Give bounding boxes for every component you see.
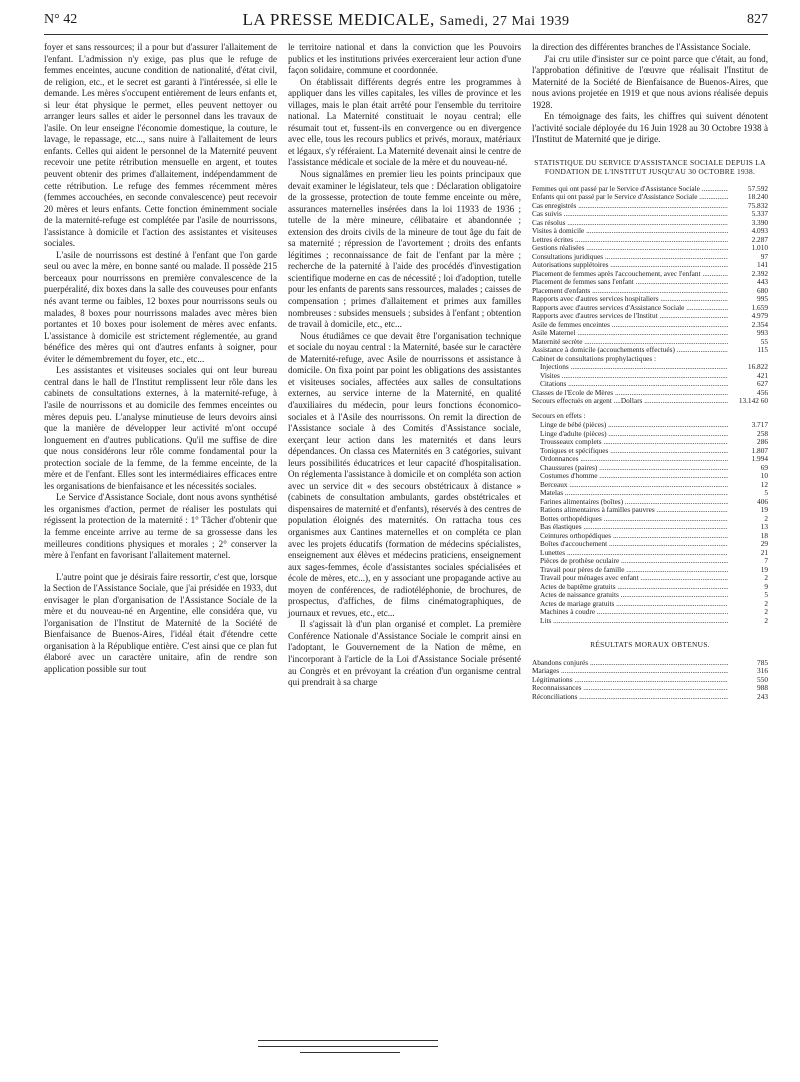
table-row <box>532 566 768 575</box>
table-row <box>532 389 768 398</box>
table-row <box>532 363 768 372</box>
row-label: Secours effectués en argent ....Dollars ..... <box>532 397 728 406</box>
row-value: 4.979 <box>751 311 768 321</box>
table-row <box>532 676 768 685</box>
row-value: 988 <box>757 683 768 693</box>
row-label: Lits ..... <box>540 617 728 626</box>
table-row <box>532 481 768 490</box>
table-row <box>532 380 768 389</box>
table-row <box>532 346 768 355</box>
row-value: 421 <box>757 370 768 380</box>
row-value: 680 <box>757 285 768 295</box>
row-label: Rations alimentaires à familles pauvres ..... <box>540 506 728 515</box>
row-label: Actes de mariage gratuits ..... <box>540 600 728 609</box>
row-value: 286 <box>757 437 768 447</box>
row-label: Femmes qui ont passé par le Service d'Assistance Sociale ..... <box>532 185 728 194</box>
row-value: 456 <box>757 387 768 397</box>
row-value: 2 <box>764 607 768 617</box>
column-2 <box>288 42 521 689</box>
row-value: 13 <box>760 522 768 532</box>
issue-number: N° 42 <box>44 12 78 27</box>
table-row <box>532 219 768 228</box>
table-row <box>532 295 768 304</box>
row-label: Asile de femmes enceintes ..... <box>532 321 728 330</box>
row-label: Bas élastiques ..... <box>540 523 728 532</box>
paragraph: L'asile de nourrissons est destiné à l'enfant que l'on garde seul ou avec la mère, en bonne santé ou malade. Il possède 215 berceaux pour nourrissons en première convalescence de la puerpéralité, dix boxes dans la salle des couveuses pour enfants nés avant terme ou faibles, 12 boxes pour nourrissons seuls ou malades, 8 boxes pour nourrissons malades avec mères bien portantes et 10 boxes pour isolement de mères avec enfants. L'assistance à domicile est strictement réglementée, au grand bénéfice des mères qui ont d'autres enfants à soigner, pour éviter le démembrement du foyer, etc., etc... <box>44 249 277 364</box>
paragraph: J'ai cru utile d'insister sur ce point parce que c'était, au fond, l'approbation définitive de l'œuvre que réalisait l'Institut de Maternité de la Société de Bienfaisance de Buenos-Aires, que nous avions projetée en 1919 et que nous avions réalisée depuis 1928. <box>532 53 768 110</box>
column-1 <box>44 42 277 676</box>
row-value: 443 <box>757 277 768 287</box>
row-label: Autorisations supplétoires ..... <box>532 261 728 270</box>
table-row <box>532 421 768 430</box>
row-label: Reconnaissances ..... <box>532 684 728 693</box>
paragraph: la direction des différentes branches de l'Assistance Sociale. <box>532 42 751 52</box>
row-label: Réconciliations ..... <box>532 693 728 702</box>
row-value: 995 <box>757 294 768 304</box>
row-value: 69 <box>760 462 768 472</box>
row-label: Injections ..... <box>540 363 728 372</box>
table-row <box>532 304 768 313</box>
table-row <box>532 549 768 558</box>
row-value: 18 <box>760 530 768 540</box>
row-value: 2 <box>764 598 768 608</box>
row-label: Bottes orthopédiques ..... <box>540 515 728 524</box>
row-label: Toniques et spécifiques ..... <box>540 447 728 456</box>
table-row <box>532 430 768 439</box>
table-row <box>532 438 768 447</box>
table-row <box>532 278 768 287</box>
row-label: Machines à coudre ..... <box>540 608 728 617</box>
running-header <box>44 8 768 34</box>
row-value: 57.592 <box>747 183 768 193</box>
table-row <box>532 608 768 617</box>
row-label: Gestions réalisées ..... <box>532 244 728 253</box>
table-row <box>532 523 768 532</box>
row-value: 1.659 <box>751 302 768 312</box>
journal-title <box>44 10 768 30</box>
row-label: Lunettes ..... <box>540 549 728 558</box>
row-value: 5.337 <box>751 209 768 219</box>
row-value: 1.010 <box>751 243 768 253</box>
table-row <box>532 185 768 194</box>
row-value: 19 <box>760 564 768 574</box>
row-label: Travail pour pères de famille ..... <box>540 566 728 575</box>
row-value: 5 <box>764 488 768 498</box>
table-row <box>532 464 768 473</box>
paragraph: L'autre point que je désirais faire ressortir, c'est que, lorsque la Section de l'Assistance Sociale, que j'ai présidée en 1933, dut envisager le plan d'organisation de l'Assistance Sociale de la mère et du nouveau-né en Argentine, elle considéra que, vu l'organisation de l'Institut de Maternité de la Société de Bienfaisance de Buenos-Aires, l'idéal était d'étendre cette organisation à la République entière. C'est ainsi que ce plan fut élaboré avec un caractère unitaire, afin de rendre son application possible sur tout <box>44 571 277 674</box>
row-label: Placement de femmes sans l'enfant ..... <box>532 278 728 287</box>
row-label: Rapports avec d'autres services de l'Institut ..... <box>532 312 728 321</box>
table-row <box>532 659 768 668</box>
row-value: 3.390 <box>751 217 768 227</box>
table-row <box>532 617 768 626</box>
table-row <box>532 447 768 456</box>
table-row <box>532 591 768 600</box>
row-label: Mariages ..... <box>532 667 728 676</box>
header-rule <box>44 34 768 35</box>
row-value: 75.832 <box>747 200 768 210</box>
table-row <box>532 287 768 296</box>
row-label: Placement d'enfants ..... <box>532 287 728 296</box>
table-row <box>532 355 768 364</box>
row-value: 2.287 <box>751 234 768 244</box>
row-value: 97 <box>760 251 768 261</box>
row-value: 19 <box>760 505 768 515</box>
row-value: 21 <box>760 547 768 557</box>
row-label: Lettres écrites ..... <box>532 236 728 245</box>
table-row <box>532 202 768 211</box>
row-value: 7 <box>764 556 768 566</box>
table-row <box>532 329 768 338</box>
row-label: Visites à domicile ..... <box>532 227 728 236</box>
row-label: Asile Maternel ..... <box>532 329 728 338</box>
row-label: Cabinet de consultations prophylactiques : <box>532 354 657 363</box>
row-value: 10 <box>760 471 768 481</box>
row-label: Travail pour ménages avec enfant ..... <box>540 574 728 583</box>
row-value: 406 <box>757 496 768 506</box>
table-row <box>532 261 768 270</box>
row-label: Cas résolus ..... <box>532 219 728 228</box>
row-value: 4.093 <box>751 226 768 236</box>
table-row <box>532 455 768 464</box>
row-label: Farines alimentaires (boîtes) ..... <box>540 498 728 507</box>
footer-rule <box>258 1040 438 1041</box>
morals-title: RÉSULTATS MORAUX OBTENUS. <box>590 640 710 650</box>
row-label: Actes de baptême gratuits ..... <box>540 583 728 592</box>
paragraph: Le Service d'Assistance Sociale, dont nous avons synthétisé les organismes d'action, permet de réaliser les postulats qui régissent la protection de la maternité : 1° Tâcher d'obtenir que la femme enceinte arrive au terme de sa grossesse dans les meilleures conditions physiques et morales ; 2° conserver la mère à l'enfant en favorisant l'allaitement maternel. <box>44 492 277 561</box>
secours-heading: Secours en effets : <box>532 410 586 420</box>
table-row <box>532 236 768 245</box>
row-label: Ceintures orthopédiques ..... <box>540 532 728 541</box>
row-value: 2 <box>764 513 768 523</box>
row-value: 29 <box>760 539 768 549</box>
row-label: Placement de femmes après l'accouchement, avec l'enfant ..... <box>532 270 728 279</box>
row-value: 13.142 60 <box>738 396 768 406</box>
row-label: Visites ..... <box>540 372 728 381</box>
table-row <box>532 372 768 381</box>
row-label: Boîtes d'accouchement ..... <box>540 540 728 549</box>
row-value: 2 <box>764 615 768 625</box>
row-label: Enfants qui ont passé par le Service d'Assistance Sociale ..... <box>532 193 728 202</box>
table-row <box>532 489 768 498</box>
table-row <box>532 244 768 253</box>
table-row <box>532 338 768 347</box>
row-value: 2 <box>764 573 768 583</box>
secours-table <box>532 421 768 625</box>
row-label: Classes de l'Ecole de Mères ..... <box>532 389 728 398</box>
table-row <box>532 557 768 566</box>
table-row <box>532 193 768 202</box>
table-row <box>532 321 768 330</box>
table-row <box>532 227 768 236</box>
table-row <box>532 693 768 702</box>
paragraph: le territoire national et dans la conviction que les Pouvoirs publics et les institutions privées exerceraient leur action d'une façon solidaire, commune et coordonnée. <box>288 42 521 76</box>
paragraph: Il s'agissait là d'un plan organisé et complet. La première Conférence Nationale d'Assistance Sociale le comprit ainsi en l'adoptant, le Gouvernement de la Nation de même, en l'incorporant à l'article de la Loi d'Assistance Sociale présenté au Congrès et en prévoyant la création d'un organisme central qui prendrait à sa charge <box>288 619 521 688</box>
row-label: Matelas ..... <box>540 489 728 498</box>
row-value: 9 <box>764 581 768 591</box>
row-label: Assistance à domicile (accouchements effectués) ..... <box>532 346 728 355</box>
statistics-title: STATISTIQUE DU SERVICE D'ASSISTANCE SOCIALE DEPUIS LA FONDATION DE L'INSTITUT JUSQU'AU 30 OCTOBRE 1938. <box>534 157 766 177</box>
row-value: 1.994 <box>751 454 768 464</box>
table-row <box>532 312 768 321</box>
row-value: 258 <box>757 428 768 438</box>
table-row <box>532 515 768 524</box>
page-number: 827 <box>747 12 768 27</box>
table-row <box>532 253 768 262</box>
row-label: Rapports avec d'autres services d'Assistance Sociale ..... <box>532 304 728 313</box>
row-value: 115 <box>757 345 768 355</box>
table-row <box>532 532 768 541</box>
table-row <box>532 210 768 219</box>
table-row <box>532 270 768 279</box>
row-label: Rapports avec d'autres services hospitaliers ..... <box>532 295 728 304</box>
row-label: Légitimations ..... <box>532 676 728 685</box>
row-value: 141 <box>757 260 768 270</box>
row-value: 18.240 <box>747 192 768 202</box>
journal-name: LA PRESSE MEDICALE, <box>242 10 435 29</box>
row-value: 55 <box>760 336 768 346</box>
row-label: Abandons conjurés ..... <box>532 659 728 668</box>
row-value: 16.822 <box>747 362 768 372</box>
paragraph: On établissait différents degrés entre les programmes à appliquer dans les villes capitales, les villes de province et les villages, mais le plan était arrêté pour l'ensemble du territoire national. La Maternité constituait le noyau central; elle résumait tout et, fussent-ils en convergence ou en divergence avec elle, tous les recours publics et privés, moraux, matériaux et légaux, s'y référaient. La Maternité devenait ainsi le centre de l'assistance médicale et sociale de la mère et du nouveau-né. <box>288 76 521 168</box>
table-row <box>532 600 768 609</box>
row-value: 243 <box>757 691 768 701</box>
table-row <box>532 667 768 676</box>
issue-date: Samedi, 27 Mai 1939 <box>439 14 570 29</box>
row-value: 993 <box>757 328 768 338</box>
table-row <box>532 540 768 549</box>
table-row <box>532 574 768 583</box>
morals-table <box>532 659 768 702</box>
row-label: Chaussures (paires) ..... <box>540 464 728 473</box>
row-value: 5 <box>764 590 768 600</box>
row-label: Actes de naissance gratuits ..... <box>540 591 728 600</box>
row-label: Consultations juridiques ..... <box>532 253 728 262</box>
row-label: Maternité secrète ..... <box>532 338 728 347</box>
table-row <box>532 397 768 406</box>
row-value: 1.807 <box>751 445 768 455</box>
row-value: 627 <box>757 379 768 389</box>
row-label: Costumes d'homme ..... <box>540 472 728 481</box>
row-value: 2.354 <box>751 319 768 329</box>
row-label: Citations ..... <box>540 380 728 389</box>
paragraph: Nous étudiâmes ce que devait être l'organisation technique et sociale du noyau central : la Maternité, basée sur le caractère de Maternité-refuge, avec Asile de nourrissons et assistance à domicile. On fixa point par point les obligations des assistantes et visiteuses sociales, affectées aux salles de consultations externes, au service interne de la Maternité, en qualité d'auxiliaires du médecin, pour leurs fonctions économico-sociales et à l'Asile des nourrissons. On remit la direction de l'Assistance sociale à des Comités d'Assistance sociale, exerçant leur action dans les maternités et dans leurs dépendances. On classa ces Maternités en 3 catégories, suivant leurs possibilités éducatrices et leur capacité d'hospitalisation. On réglementa l'assistance à domicile et on compléta son action avec un service dit « des secours obstétricaux à distance » (cabinets de consultation ambulants, gardes obstétricales et dispensaires de maternité et d'enfants), réservés à des centres de population éloignés des maternités. On rattacha tous ces organismes aux Cantines maternelles et on compléta ce plan avec les projets éducatifs (formation de médecins spécialistes, enseignement aux élèves et médecins praticiens, enseignement aux sages-femmes, école d'assistantes sociales spécialisées et école de mères, etc...), en y associant une propagande active au moyen de conférences, de radiotéléphonie, de brochures, de prospectus, d'affiches, de films cinématographiques, de journaux et revues, etc., etc... <box>288 330 521 618</box>
paragraph: Les assistantes et visiteuses sociales qui ont leur bureau central dans le hall de l'Institut remplissent leur rôle dans les cabinets de consultations externes, à la maternité-refuge, à l'asile de nourrissons et au domicile des femmes enceintes ou mères depuis peu. L'analyse minutieuse de leurs devoirs ainsi que la manière de développer leur activité m'ont occupé longuement en d'autres publications. Qu'il me suffise de dire que nous considérons leur rôle comme fondamental pour la protection sociale de la femme, de la femme enceinte, de la mère et de l'enfant. Elles sont les intermédiaires efficaces entre les organisations de bienfaisance et les nécessités sociales. <box>44 365 277 491</box>
row-value: 785 <box>757 657 768 667</box>
paragraph: En témoignage des faits, les chiffres qui suivent dénotent l'activité sociale déployée du 16 Juin 1928 au 30 Octobre 1938 à l'Institut de Maternité que je dirige. <box>532 111 768 145</box>
row-label: Linge d'adulte (pièces) ..... <box>540 430 728 439</box>
row-value: 3.717 <box>751 420 768 430</box>
table-row <box>532 583 768 592</box>
row-label: Pièces de prothèse oculaire ..... <box>540 557 728 566</box>
row-label: Linge de bébé (pièces) ..... <box>540 421 728 430</box>
table-row <box>532 472 768 481</box>
row-label: Ordonnances ..... <box>540 455 728 464</box>
table-row <box>532 684 768 693</box>
table-row <box>532 506 768 515</box>
row-value: 12 <box>760 479 768 489</box>
row-label: Cas enregistrés ..... <box>532 202 728 211</box>
table-row <box>532 498 768 507</box>
paragraph: foyer et sans ressources; il a pour but d'assurer l'allaitement de l'enfant. L'admission n'y exige, pas plus que le refuge de femmes enceintes, aucune condition de nationalité, d'état civil, de religion, etc., et le secret est garanti à l'intéressée, si elle le demande. Les mères s'occupent entièrement de leurs enfants et, si leur état physique le permet, elles peuvent nettoyer ou arranger leurs salles et aider le personnel dans les travaux de l'asile. On leur enseigne l'économie domestique, la couture, le lavage, le repassage, etc..., sans nuire à l'allaitement de leurs enfants. Celles qui aident le personnel de la Maternité peuvent recevoir une petite rétribution mensuelle en argent, et toutes peuvent obtenir des primes d'allaitement, indépendamment de cette rétribution. Le refuge des femmes récemment mères (femmes accouchées, en seconde convalescence) peut recevoir 20 mères et leurs enfants. Cette fonction éminemment sociale de la maternité-refuge est complétée par l'asile de nourrissons, l'assistance à domicile et l'action des assistantes et visiteuses sociales. <box>44 42 277 249</box>
footer-rule <box>258 1046 438 1047</box>
column-3 <box>532 42 768 701</box>
row-value: 550 <box>757 674 768 684</box>
row-label: Berceaux ..... <box>540 481 728 490</box>
paragraph: Nous signalâmes en premier lieu les points principaux que devait examiner le législateur, tels que : Déclaration obligatoire de la grossesse, protection de toute femme enceinte ou mère, assurances maternelles insérées dans la loi 11933 de 1936 ; tutelle de la mère mineure, célibataire et abandonnée ; extension des droits civils de la mineure de tout âge du fait de sa maternité ; répression de l'avortement ; droits des enfants légitimes ; reconnaissance de fait de l'enfant par la mère ; recherche de la paternité à l'aide des procédés d'investigation scientifique moderne en cas de nécessité ; loi d'adoption, tutelle pour les enfants de parents sans ressources, malades ; caisses de compensation ; primes d'allaitement et primes aux familles nombreuses : subsides mensuels ; subsides à l'enfant ; obtention de travail à domicile, etc., etc... <box>288 169 521 330</box>
row-value: 316 <box>757 666 768 676</box>
footer-rule <box>300 1052 400 1053</box>
row-label: Trousseaux complets ..... <box>540 438 728 447</box>
row-label: Cas suivis ..... <box>532 210 728 219</box>
row-value: 2.392 <box>751 268 768 278</box>
statistics-table <box>532 185 768 406</box>
